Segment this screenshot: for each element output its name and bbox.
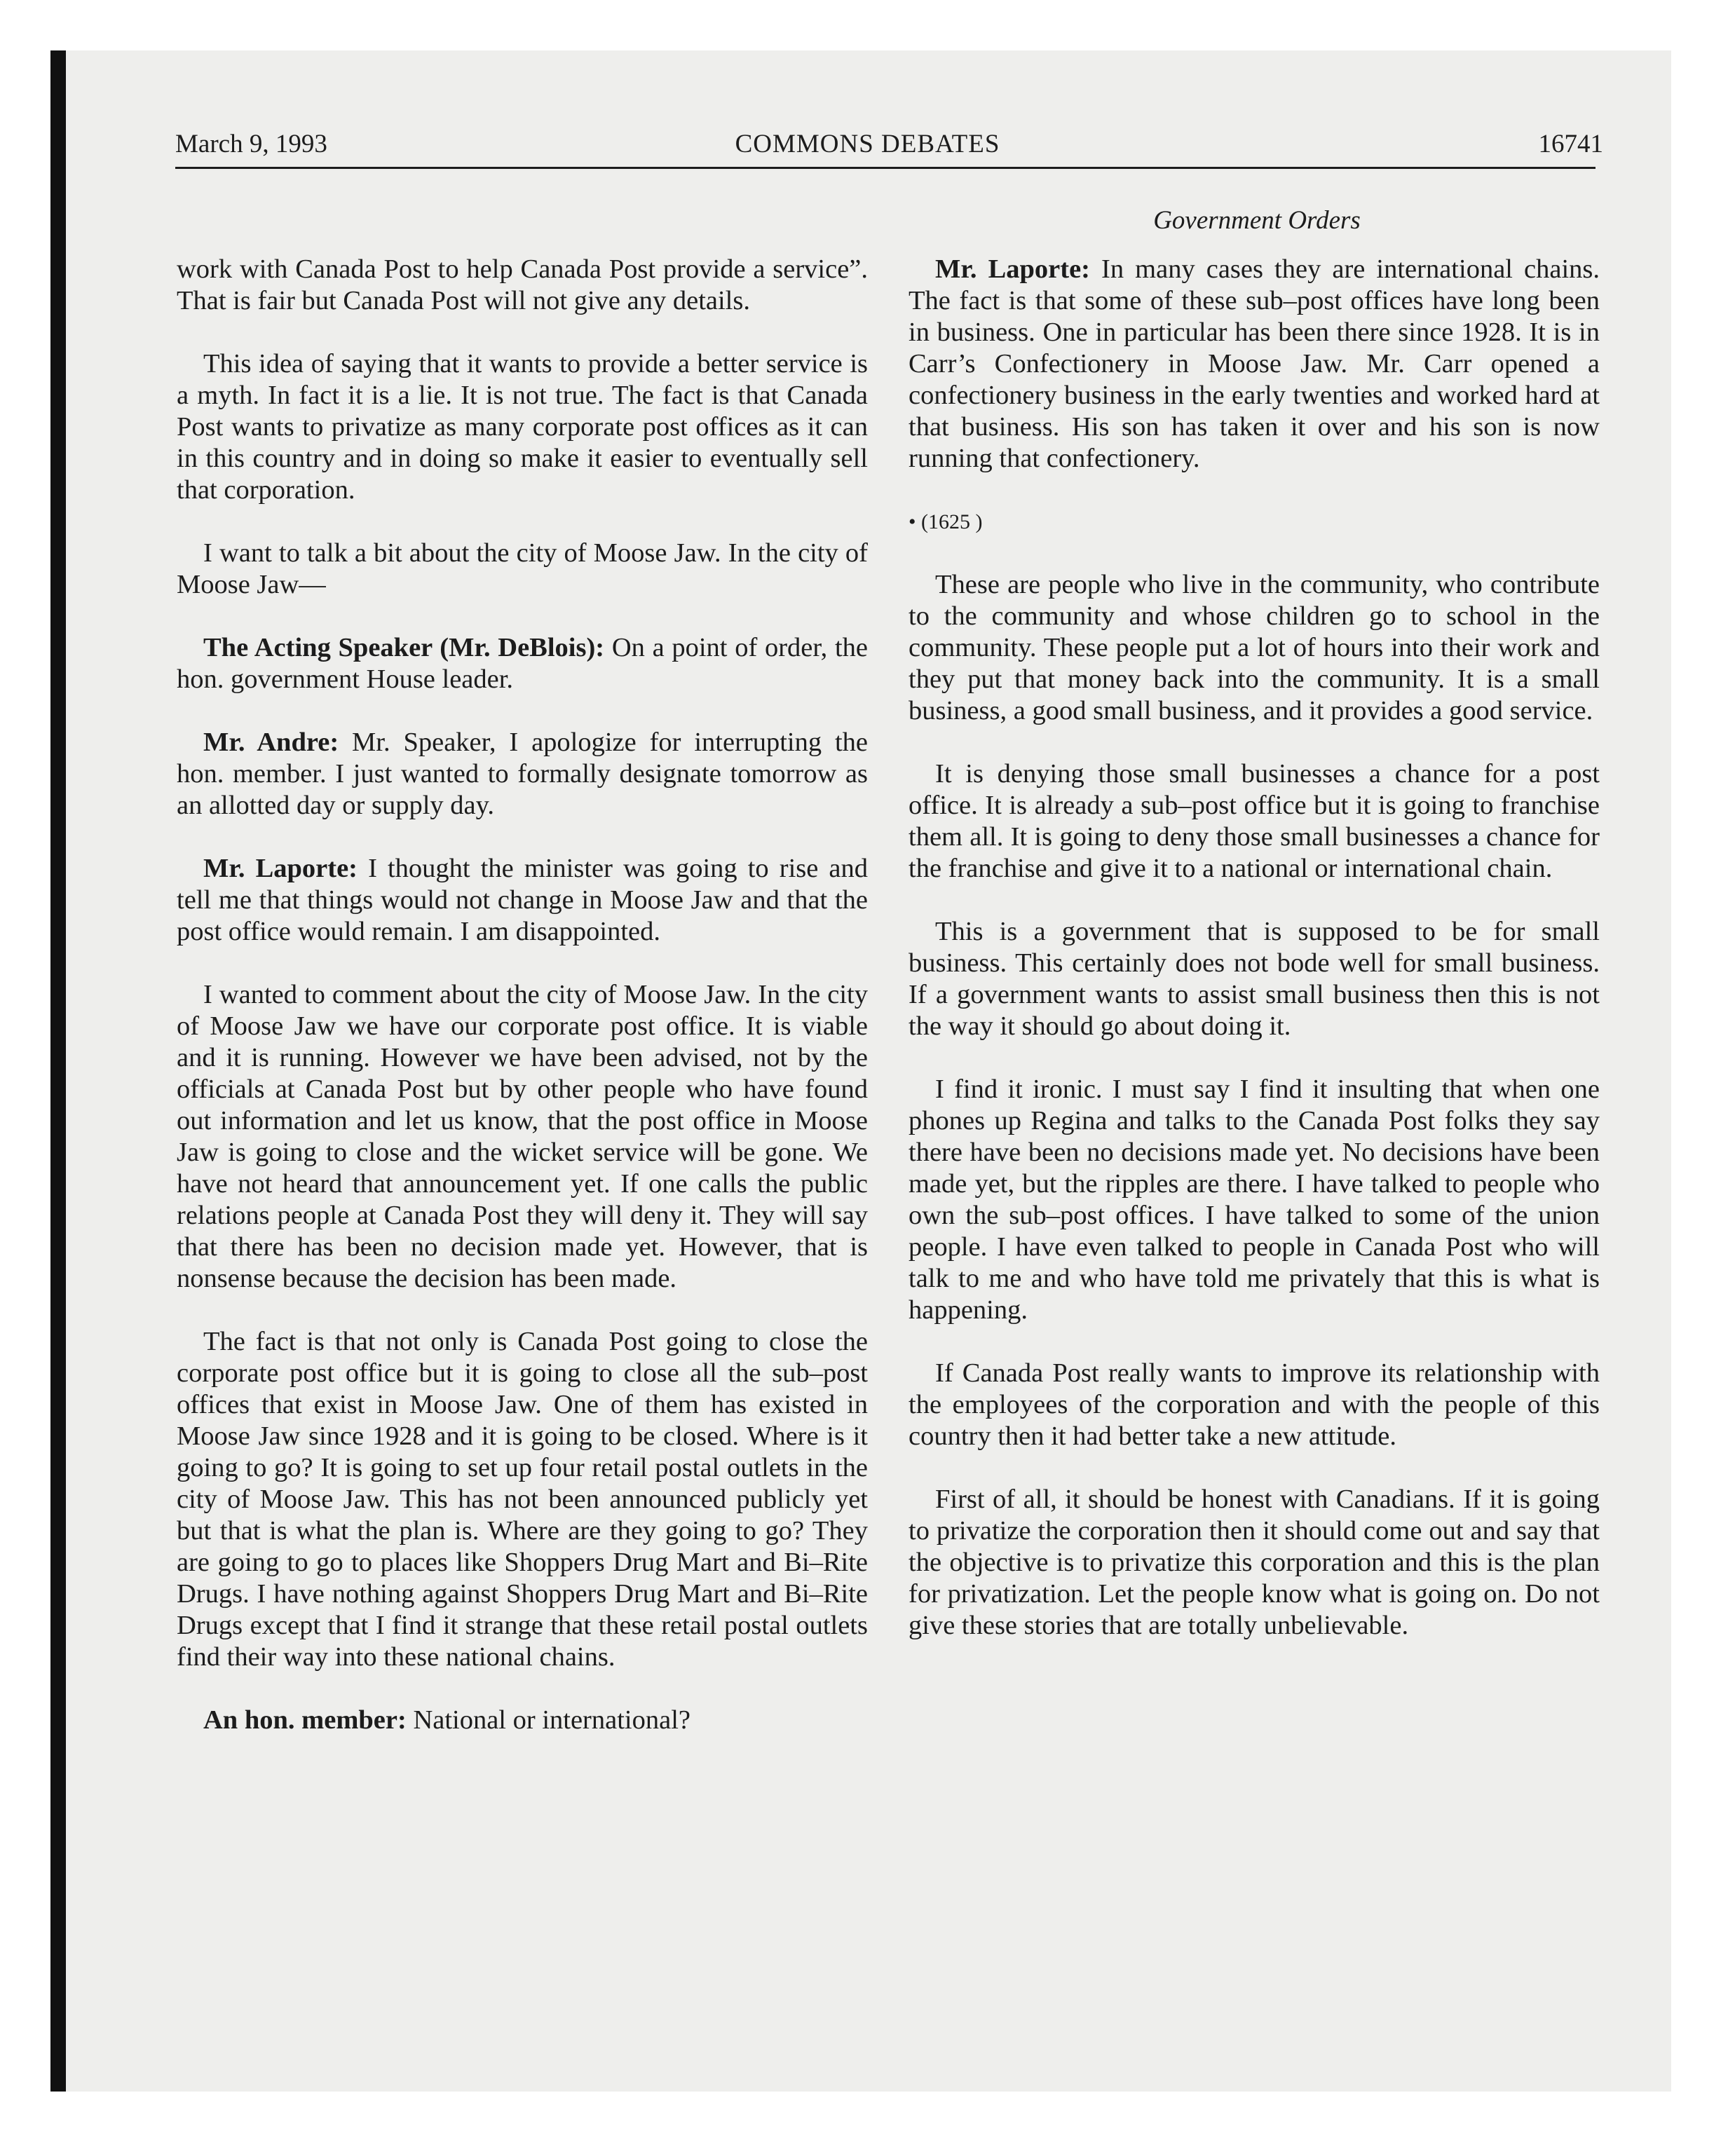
paragraph-text: I want to talk a bit about the city of Moose Jaw. In the city of Moose Jaw— [177, 538, 868, 599]
left-column [177, 254, 868, 1768]
paragraph [177, 348, 868, 506]
right-column [909, 254, 1600, 1673]
paragraph-text: This is a government that is supposed to be for small business. This certainly does not bode well for small business. If a government wants to assist small business then this is not the way it should go about doing it. [909, 917, 1600, 1041]
paragraph-text: work with Canada Post to help Canada Post provide a service”. That is fair but Canada Post will not give any details. [177, 254, 868, 315]
paragraph-text: The fact is that not only is Canada Post going to close the corporate post office but it is going to close all the sub–post offices that exist in Moose Jaw. One of them has existed in Moose Jaw since 1928 and it is going to be closed. Where is it going to go? It is going to set up four retail postal outlets in the city of Moose Jaw. This has not been announced publicly yet but that is what the plan is. Where are they going to go? They are going to go to places like Shoppers Drug Mart and Bi–Rite Drugs. I have nothing against Shoppers Drug Mart and Bi–Rite Drugs except that I find it strange that these retail postal outlets find their way into these national chains. [177, 1327, 868, 1672]
paragraph-text: It is denying those small businesses a chance for a post office. It is already a sub–post office but it is going to franchise them all. It is going to deny those small businesses a chance for the franchise and give it to a national or international chain. [909, 759, 1600, 883]
paragraph [909, 1484, 1600, 1642]
paragraph [909, 1074, 1600, 1326]
paragraph-text: This idea of saying that it wants to provide a better service is a myth. In fact it is a lie. It is not true. The fact is that Canada Post wants to privatize as many corporate post offices as it can in this country and in doing so make it easier to eventually sell that corporation. [177, 349, 868, 505]
header-title: COMMONS DEBATES [735, 130, 1000, 158]
header-date: March 9, 1993 [175, 130, 327, 158]
speaker-name: Mr. Andre: [203, 728, 339, 757]
paragraph [909, 1358, 1600, 1452]
paragraph [177, 254, 868, 317]
speaker-name: The Acting Speaker (Mr. DeBlois): [203, 633, 605, 662]
paragraph [177, 979, 868, 1295]
speaker-name: An hon. member: [203, 1705, 407, 1735]
paragraph-text: On a point of order, the hon. government House leader. [177, 633, 868, 694]
binding-edge [50, 50, 66, 2092]
header-rule [175, 167, 1595, 169]
speech [177, 1705, 868, 1736]
paragraph [177, 538, 868, 601]
paragraph-text: In many cases they are international chains. The fact is that some of these sub–post offices have long been in business. One in particular has been there since 1928. It is in Carr’s Confectionery in Moose Jaw. Mr. Carr opened a confectionery business in the early twenties and worked hard at that business. His son has taken it over and his son is now running that confectionery. [909, 254, 1600, 473]
speech [177, 853, 868, 948]
paragraph [909, 569, 1600, 727]
paragraph-text: Mr. Speaker, I apologize for interrupting the hon. member. I just wanted to formally designate tomorrow as an allotted day or supply day. [177, 728, 868, 820]
speech [177, 632, 868, 695]
paragraph-text: I thought the minister was going to rise and tell me that things would not change in Moose Jaw and that the post office would remain. I am disappointed. [177, 854, 868, 946]
time-marker [909, 506, 1600, 538]
paragraph [177, 1326, 868, 1673]
speech [177, 727, 868, 821]
paragraph-text: First of all, it should be honest with Canadians. If it is going to privatize the corporation then it should come out and say that the objective is to privatize this corporation and this is the plan for privatization. Let the people know what is going on. Do not give these stories that are totally unbelievable. [909, 1485, 1600, 1640]
paragraph-text: I find it ironic. I must say I find it insulting that when one phones up Regina and talks to the Canada Post folks they say there have been no decisions made yet. No decisions have been made yet, but the ripples are there. I have talked to people who own the sub–post offices. I have talked to some of the union people. I have even talked to people in Canada Post who will talk to me and who have told me privately that this is what is happening. [909, 1074, 1600, 1325]
header-page-number: 16741 [1538, 130, 1603, 158]
paragraph-text: These are people who live in the community, who contribute to the community and whose children go to school in the community. These people put a lot of hours into their work and they put that money back into the community. It is a small business, a good small business, and it provides a good service. [909, 570, 1600, 725]
time-marker-text: (1625 ) [921, 510, 983, 533]
running-head: Government Orders [1153, 206, 1361, 235]
speaker-name: Mr. Laporte: [935, 254, 1090, 284]
speaker-name: Mr. Laporte: [203, 854, 358, 883]
paragraph [909, 758, 1600, 885]
paragraph [909, 916, 1600, 1042]
bullet-icon: • [909, 510, 916, 533]
paragraph-text: I wanted to comment about the city of Moose Jaw. In the city of Moose Jaw we have our corporate post office. It is viable and it is running. However we have been advised, not by the officials at Canada Post but by other people who have found out information and let us know, that the post office in Moose Jaw is going to close and the wicket service will be gone. We have not heard that announcement yet. If one calls the public relations people at Canada Post they will deny it. They will say that there has been no decision made yet. However, that is nonsense because the decision has been made. [177, 980, 868, 1293]
speech [909, 254, 1600, 475]
paragraph-text: If Canada Post really wants to improve its relationship with the employees of the corporation and with the people of this country then it had better take a new attitude. [909, 1358, 1600, 1451]
paragraph-text: National or international? [413, 1705, 690, 1735]
